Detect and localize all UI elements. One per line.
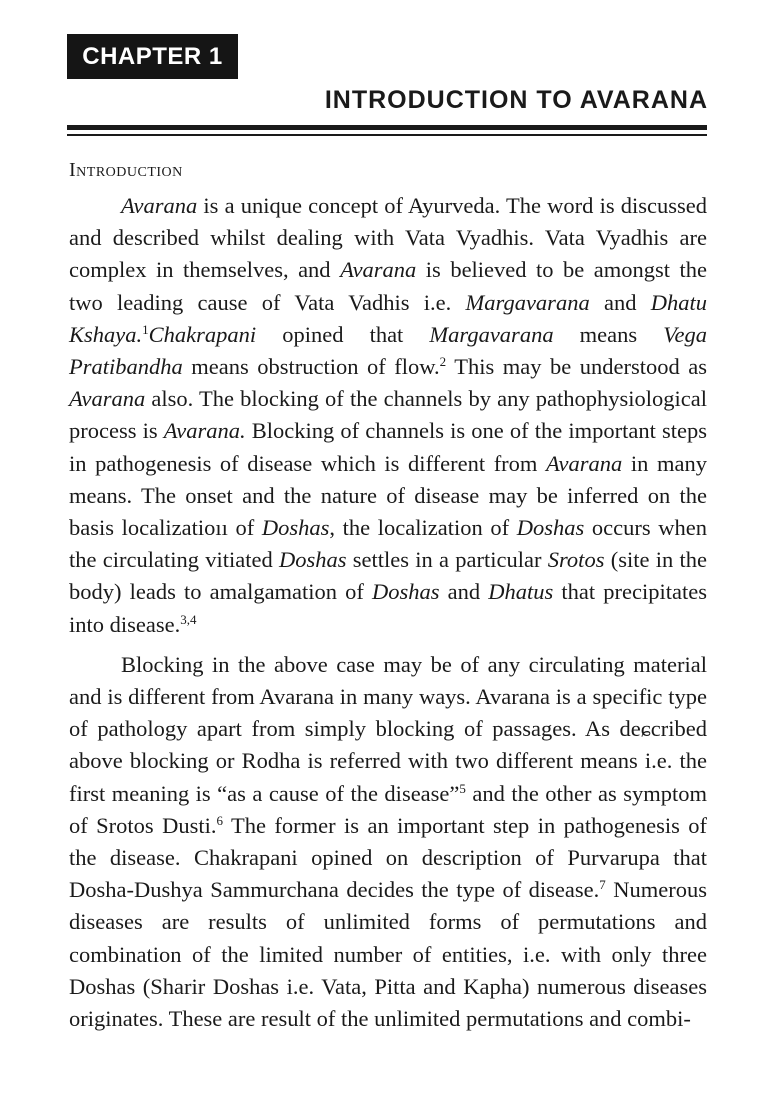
italic-term: Dhatus [488, 579, 554, 605]
text-run: and [589, 289, 651, 315]
italic-term: Margavarana [465, 289, 590, 315]
text-run: is a unique concept of Ayurveda. The word is discussed and described whilst dealing with Vata Vyadhis. Vata Vyadhis are complex in themselves, and [69, 193, 707, 283]
text-run: opined that [256, 321, 430, 347]
italic-term: Dhatu Kshaya. [69, 289, 707, 347]
italic-term: Avarana [121, 193, 198, 218]
italic-term: Avarana. [163, 418, 246, 444]
text-run: also. The blocking of the channels by any pathophysiological process is [69, 386, 707, 444]
italic-term: Margavarana [429, 321, 554, 347]
text-run: means obstruction of flow. [182, 354, 440, 380]
text-run: The former is an important step in pathogenesis of the disease. Chakrapani opined on description of Purvarupa that Dosha-Dushya Sammurchana decides the type of disease. [69, 812, 707, 903]
italic-term: Srotos [547, 547, 605, 573]
italic-term: Doshas [261, 515, 330, 541]
paragraph-1 [69, 190, 707, 641]
title-rule-thick [67, 125, 707, 130]
text-run: , the localization of [329, 515, 517, 541]
title-rule-thin [67, 134, 707, 136]
text-run: is believed to be amongst the two leading cause of Vata Vadhis i.e. [69, 257, 707, 315]
italic-term: Avarana [69, 386, 146, 412]
italic-term: Avarana [546, 450, 623, 476]
section-heading: Introduction [69, 159, 183, 181]
chapter-label: CHAPTER 1 [67, 34, 238, 79]
italic-term: Doshas [372, 579, 440, 605]
footnote-ref: 3,4 [180, 611, 197, 627]
italic-term: Vega Pratibandha [69, 321, 707, 380]
text-run: and the other as symptom of Srotos Dusti. [69, 780, 707, 838]
text-run: Blocking of channels is one of the important steps in pathogenesis of disease which is different from [69, 418, 707, 476]
paragraph-2 [69, 649, 707, 1035]
footnote-ref: 5 [459, 780, 466, 796]
text-run: occurs when the circulating vitiated [69, 515, 707, 573]
text-run: Blocking in the above case may be of any circulating material and is different from Avarana in many ways. Avarana is a specific type of pathology apart from simply blocking of passages. As deɕcribed above blocking or Rodha is referred with two different means i.e. the first meaning is “as a cause of the disease” [69, 651, 707, 806]
footnote-ref: 1 [142, 321, 149, 337]
italic-term: Doshas [278, 547, 347, 573]
text-run: (site in the body) leads to amalgamation of [69, 547, 707, 605]
text-run: means [553, 321, 664, 347]
text-run: settles in a particular [346, 547, 548, 573]
body-text [69, 190, 707, 1035]
footnote-ref: 6 [216, 812, 223, 828]
footnote-ref: 7 [599, 877, 606, 893]
italic-term: Doshas [516, 515, 585, 541]
italic-term: Chakrapani [148, 321, 257, 347]
italic-term: Avarana [340, 257, 417, 283]
text-run: Numerous diseases are results of unlimited forms of permutations and combination of the limited number of entities, i.e. with only three Doshas (Sharir Doshas i.e. Vata, Pitta and Kapha) numerous diseases originates. These are result of the unlimited permutations and combi- [69, 877, 707, 1032]
text-run: This may be understood as [446, 354, 707, 380]
text-run: and [439, 579, 489, 605]
text-run: in many means. The onset and the nature of disease may be inferred on the basis localizatioıı of [69, 450, 707, 541]
chapter-title: INTRODUCTION TO AVARANA [324, 86, 708, 114]
text-run: that precipitates into disease. [69, 579, 707, 637]
footnote-ref: 2 [439, 354, 447, 370]
